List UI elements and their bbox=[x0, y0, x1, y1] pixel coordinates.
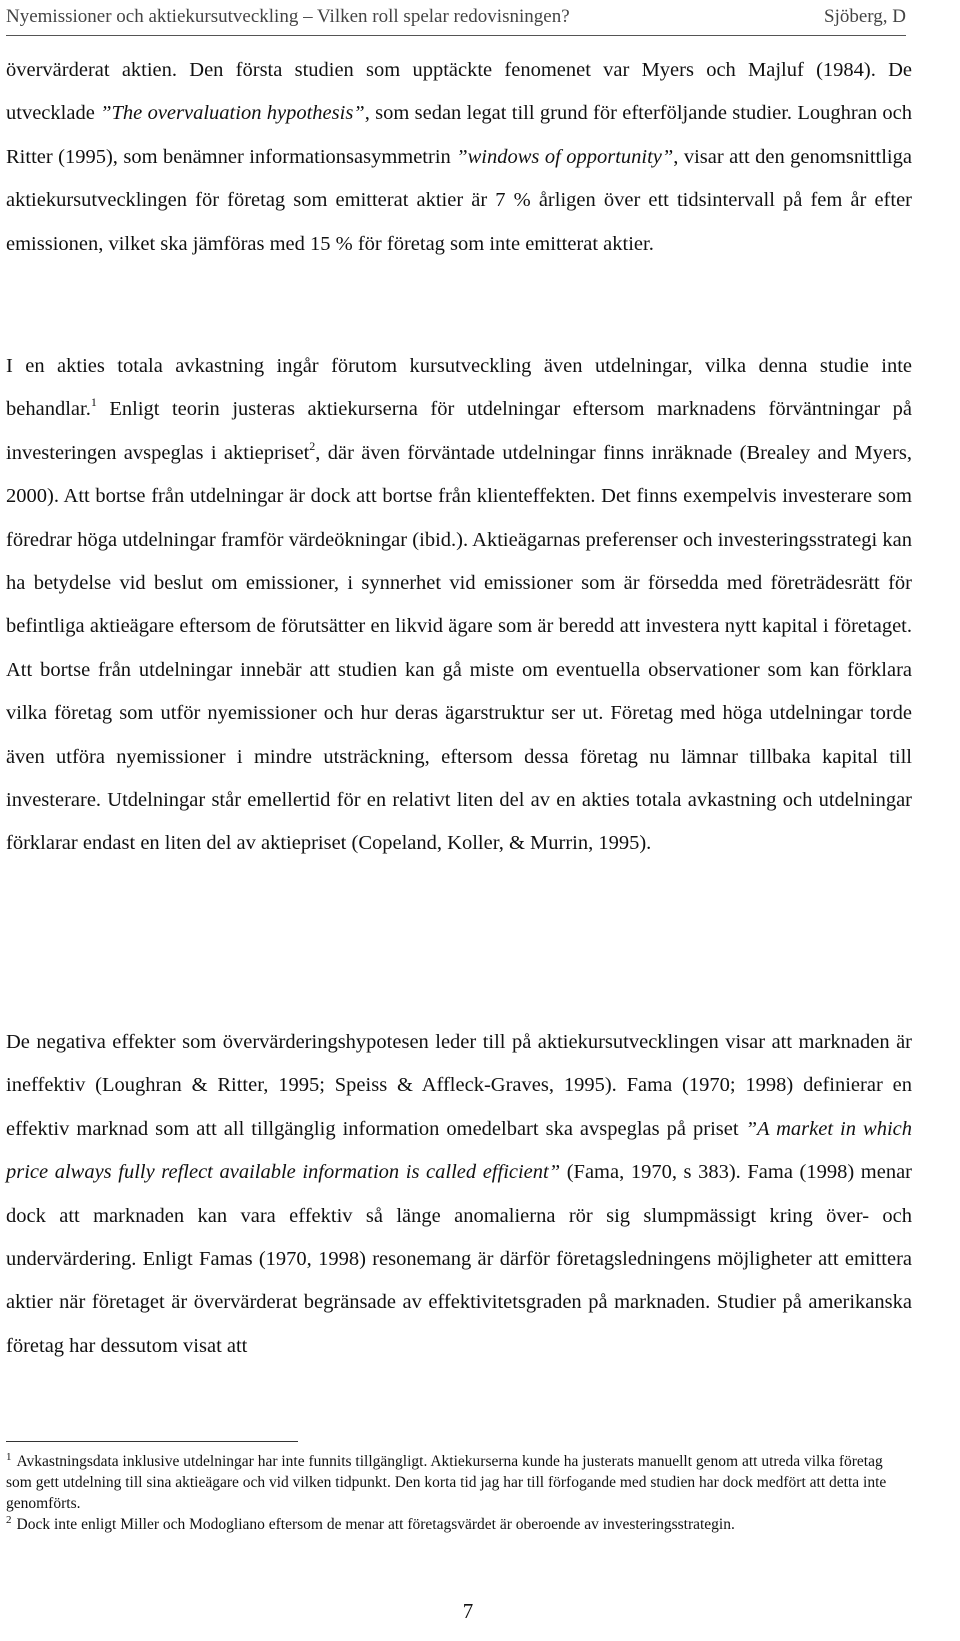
paragraph-3-text-b: (Fama, 1970, s 383). Fama (1998) menar dock att marknaden kan vara effektiv så länge anomalierna rör sig slumpmässigt kring över- och undervärdering. Enligt Famas (1970, 1998) resonemang är därför företagsledningens möjligheter att emittera aktier när företaget är övervärderat begränsade av effektivitetsgraden på marknaden. Studier på amerikanska företag har dessutom visat att bbox=[6, 1161, 913, 1357]
footnote-2-marker: 2 bbox=[6, 1514, 12, 1526]
paragraph-1-text-b: , som sedan legat till grund för efterföljande studier. bbox=[364, 102, 798, 125]
paragraph-1-text-d: , visar att den genomsnittliga aktiekursutvecklingen för företag som emitterat aktier är 7 % årligen över ett tidsintervall på fem år efter emissionen, vilket ska jämföras med 15 % för företag som inte emitterat aktier. bbox=[6, 145, 912, 255]
paragraph-1-text-c: Loughran och Ritter (1995), som benämner informationsasymmetrin bbox=[6, 102, 912, 168]
header-author: Sjöberg, D bbox=[824, 6, 906, 27]
paragraph-2-text-a: I en akties totala avkastning ingår förutom kursutveckling även utdelningar, vilka denna studie inte behandlar. bbox=[6, 355, 912, 421]
paragraph-2 bbox=[6, 345, 912, 866]
paragraph-3 bbox=[6, 1021, 912, 1368]
footnote-2 bbox=[6, 1514, 912, 1535]
paragraph-1-text-a: övervärderat aktien. Den första studien som upptäckte fenomenet var Myers och Majluf (1984). De utvecklade bbox=[6, 59, 912, 125]
paragraph-2-text-b: Enligt teorin justeras aktiekurserna för utdelningar eftersom marknadens förväntningar på investeringen avspeglas i aktiepriset bbox=[6, 398, 912, 464]
footnotes bbox=[6, 1451, 912, 1535]
footnote-ref-1[interactable]: 1 bbox=[90, 395, 97, 410]
paragraph-2-text-c: , där även förväntade utdelningar finns inräknade (Brealey and Myers, 2000). Att bortse från utdelningar är dock att bortse från klienteffekten. Det finns exempelvis investerare som föredrar höga utdelningar framför värdeökningar (ibid.). Aktieägarnas preferenser och investeringsstrategi kan ha betydelse vid beslut om emissioner, i synnerhet vid emissioner som är försedda med företrädesrätt för befintliga aktieägare eftersom de förutsätter en likvid ägare som är beredd att investera nytt kapital i företaget. Att bortse från utdelningar innebär att studien kan gå miste om eventuella observationer som kan förklara vilka företag som utför nyemissioner och hur deras ägarstruktur ser ut. Företag med höga utdelningar torde även utföra nyemissioner i mindre utsträckning, eftersom dessa företag nu lämnar tillbaka kapital till investerare. Utdelningar står emellertid för en relativt liten del av en akties totala avkastning och utdelningar förklarar endast en liten del av aktiepriset (Copeland, Koller, & Murrin, 1995). bbox=[6, 441, 913, 855]
footnote-divider bbox=[6, 1441, 298, 1442]
running-header bbox=[6, 3, 906, 36]
page-number: 7 bbox=[462, 1599, 474, 1623]
footnote-1 bbox=[6, 1451, 912, 1514]
footnote-1-text: Avkastningsdata inklusive utdelningar har inte funnits tillgängligt. Aktiekurserna kunde ha justerats manuellt genom att utreda vilka företag som gett utdelning till sina aktieägare och vid vilken tidpunkt. Den korta tid jag har till förfogande med studien har dock medfört att detta inte genomförts. bbox=[6, 1453, 887, 1512]
footnote-2-text: Dock inte enligt Miller och Modogliano eftersom de menar att företagsvärdet är oberoende av investeringsstrategin. bbox=[16, 1516, 735, 1533]
header-title: Nyemissioner och aktiekursutveckling – Vilken roll spelar redovisningen? bbox=[6, 6, 570, 27]
paragraph-3-text-a: De negativa effekter som övervärderingshypotesen leder till på aktiekursutvecklingen visar att marknaden är ineffektiv (Loughran & Ritter, 1995; Speiss & Affleck-Graves, 1995). Fama (1970; 1998) definierar en effektiv marknad som att all tillgänglig information omedelbart ska avspeglas på priset bbox=[6, 1031, 912, 1140]
paragraph-3-italic-quote: ”A market in which price always fully reflect available information is called efficient” bbox=[6, 1117, 912, 1184]
footnote-ref-2[interactable]: 2 bbox=[309, 438, 316, 453]
paragraph-1-italic-quote-a: ”The overvaluation hypothesis” bbox=[100, 102, 365, 125]
paragraph-1 bbox=[6, 49, 912, 266]
footnote-1-marker: 1 bbox=[6, 1451, 12, 1463]
paragraph-1-italic-quote-b: ”windows of opportunity” bbox=[456, 145, 674, 168]
